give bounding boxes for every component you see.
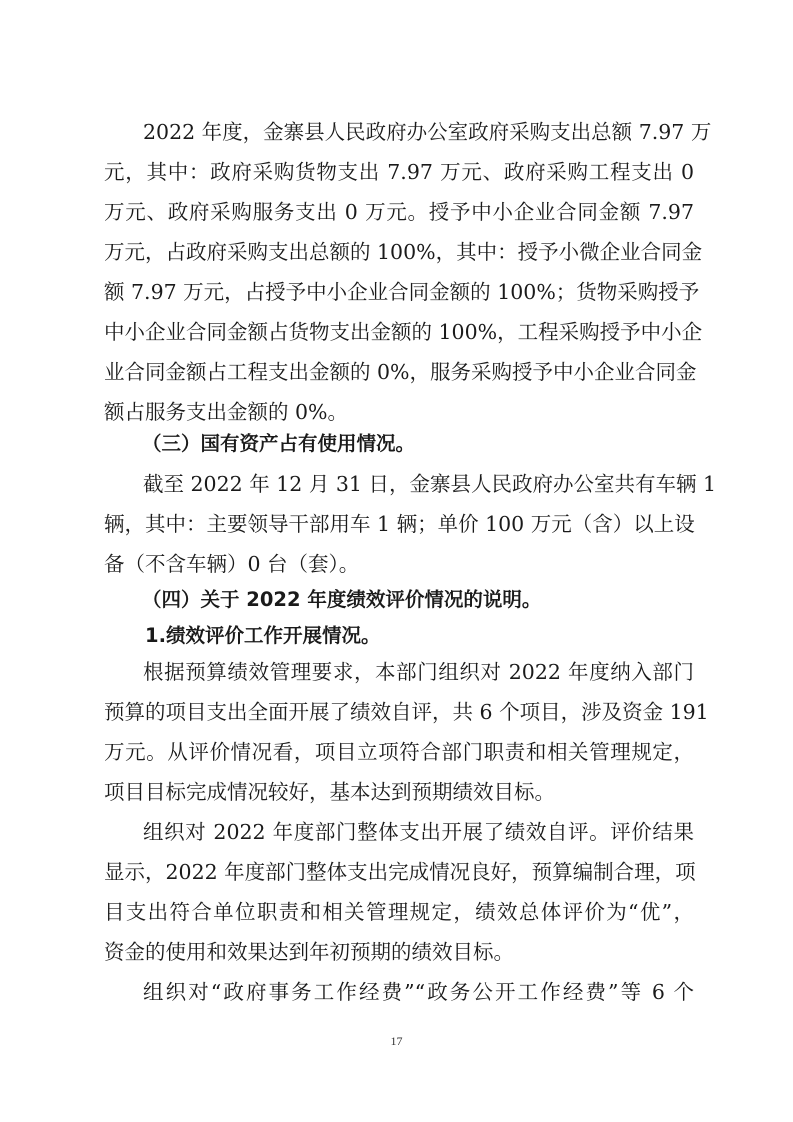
text-line: 组织对 2022 年度部门整体支出开展了绩效自评。评价结果 [143,820,694,844]
text-line: 项目目标完成情况较好，基本达到预期绩效目标。 [104,780,555,804]
text-line: 元，其中：政府采购货物支出 7.97 万元、政府采购工程支出 0 [104,160,694,184]
text-line: 2022 年度，金寨县人民政府办公室政府采购支出总额 7.97 万 [143,120,712,144]
text-line: 资金的使用和效果达到年初预期的绩效目标。 [104,940,514,964]
text-line: 万元。从评价情况看，项目立项符合部门职责和相关管理规定， [104,740,694,764]
text-line: 万元，占政府采购支出总额的 100%，其中：授予小微企业合同金 [104,240,703,264]
text-line: 组织对“政府事务工作经费”“政务公开工作经费”等 6 个 [143,980,694,1004]
text-line: 辆，其中：主要领导干部用车 1 辆；单价 100 万元（含）以上设 [104,512,695,536]
text-line: 备（不含车辆）0 台（套）。 [104,552,360,576]
text-line: 中小企业合同金额占货物支出金额的 100%，工程采购授予中小企 [104,320,703,344]
section-heading: （三）国有资产占有使用情况。 [142,432,416,455]
text-line: 额 7.97 万元，占授予中小企业合同金额的 100%；货物采购授予 [104,280,700,304]
text-line: 业合同金额占工程支出金额的 0%，服务采购授予中小企业合同金 [104,360,697,384]
page-number: 17 [390,1034,403,1048]
text-line: 预算的项目支出全面开展了绩效自评，共 6 个项目，涉及资金 191 [104,700,709,724]
text-line: 万元、政府采购服务支出 0 万元。授予中小企业合同金额 7.97 [104,200,694,224]
text-line: 截至 2022 年 12 月 31 日，金寨县人民政府办公室共有车辆 1 [143,472,716,496]
text-line: 显示，2022 年度部门整体支出完成情况良好，预算编制合理，项 [104,860,696,884]
subsection-heading: 1.绩效评价工作开展情况。 [145,624,381,647]
text-line: 额占服务支出金额的 0%。 [104,400,349,424]
section-heading: （四）关于 2022 年度绩效评价情况的说明。 [142,588,542,611]
text-line: 根据预算绩效管理要求，本部门组织对 2022 年度纳入部门 [143,660,694,684]
text-line: 目支出符合单位职责和相关管理规定，绩效总体评价为“优”， [104,900,694,924]
